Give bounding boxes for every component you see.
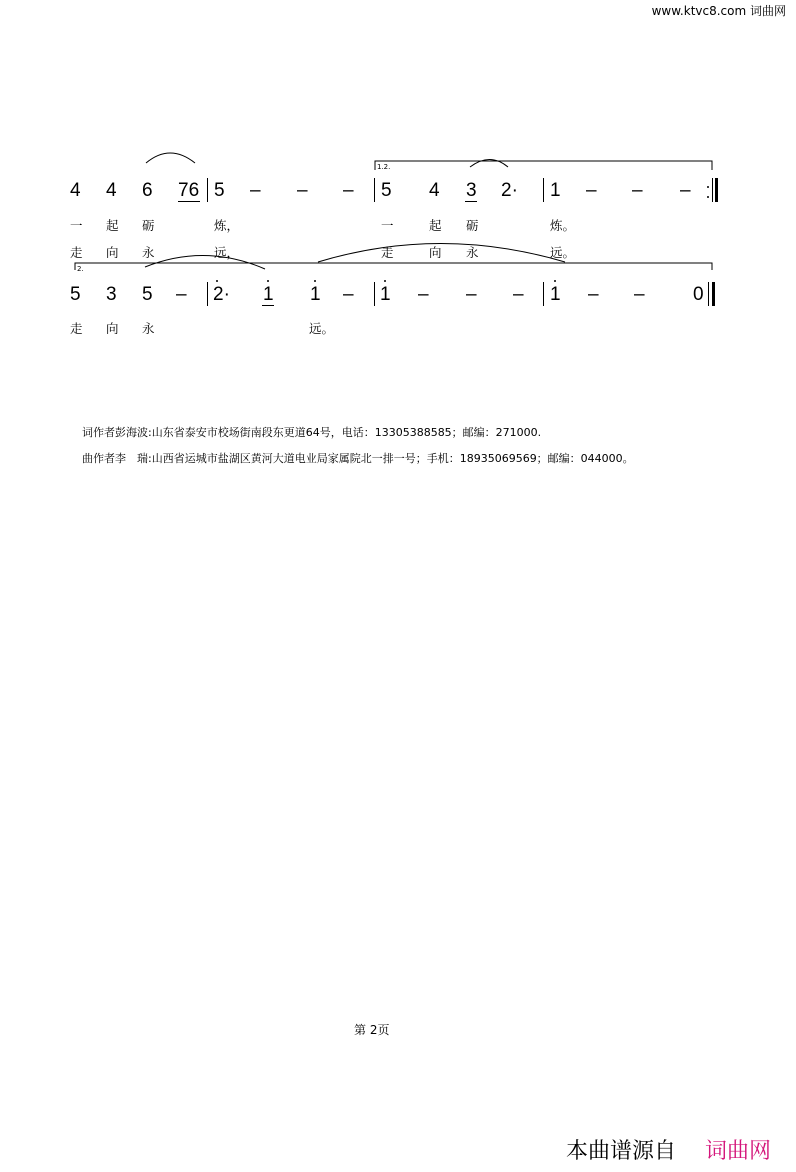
octave-dot: [314, 280, 316, 282]
note: 1: [310, 284, 321, 305]
bar-line: [374, 178, 375, 202]
page-number: 第 2页: [354, 1023, 390, 1037]
note: –: [513, 284, 524, 305]
repeat-dot: [707, 186, 709, 188]
note: 6: [142, 180, 153, 201]
note: –: [586, 180, 597, 201]
lyric: 走: [70, 321, 83, 336]
note: 76: [178, 180, 200, 201]
lyric: 起: [429, 218, 442, 233]
lyric: 一: [381, 218, 394, 233]
repeat-bar-thick: [715, 178, 718, 202]
lyric: 远。: [309, 321, 335, 336]
repeat-bar-thin: [712, 178, 713, 202]
lyric: 炼。: [550, 218, 576, 233]
volta-label: 2.: [77, 265, 84, 273]
lyric: 向: [106, 245, 119, 260]
volta-label: 1.2.: [377, 163, 391, 171]
lyric: 永: [142, 321, 155, 336]
note: –: [418, 284, 429, 305]
repeat-dot: [707, 196, 709, 198]
note: 4: [70, 180, 81, 201]
note: 1: [550, 180, 561, 201]
bar-line: [543, 282, 544, 306]
note: 2·: [213, 284, 230, 305]
lyric: 远，: [214, 245, 240, 260]
bar-line: [207, 282, 208, 306]
end-bar-thick: [712, 282, 715, 306]
note: 5: [70, 284, 81, 305]
composer-credit: 曲作者李 瑞:山西省运城市盐湖区黄河大道电业局家属院北一排一号；手机：18935069569；邮编：044000。: [82, 452, 634, 465]
bar-line: [207, 178, 208, 202]
lyric: 远。: [550, 245, 576, 260]
note: 3: [106, 284, 117, 305]
note: 0: [693, 284, 704, 305]
note: –: [176, 284, 187, 305]
note: –: [632, 180, 643, 201]
brand-link[interactable]: 词曲网: [705, 1139, 772, 1164]
note: 5: [214, 180, 225, 201]
lyric: 走: [70, 245, 83, 260]
lyric: 炼，: [214, 218, 240, 233]
octave-dot: [267, 280, 269, 282]
end-bar-thin: [708, 282, 709, 306]
note: 1: [380, 284, 391, 305]
note: 4: [429, 180, 440, 201]
note: –: [588, 284, 599, 305]
note: –: [680, 180, 691, 201]
bar-line: [543, 178, 544, 202]
lyric: 走: [381, 245, 394, 260]
note-underline: [465, 201, 477, 202]
note: 4: [106, 180, 117, 201]
note: –: [634, 284, 645, 305]
lyric: 一: [70, 218, 83, 233]
octave-dot: [384, 280, 386, 282]
source-text: 本曲谱源自: [566, 1139, 677, 1164]
note: –: [466, 284, 477, 305]
lyric: 砺: [466, 218, 479, 233]
note: –: [343, 284, 354, 305]
lyric: 起: [106, 218, 119, 233]
lyricist-credit: 词作者彭海波:山东省泰安市校场街南段东更道64号，电话：13305388585；邮编：271000.: [82, 426, 542, 439]
note: 2·: [501, 180, 518, 201]
lyric: 砺: [142, 218, 155, 233]
note-underline: [178, 201, 200, 202]
note: 5: [142, 284, 153, 305]
lyric: 永: [466, 245, 479, 260]
note: 5: [381, 180, 392, 201]
octave-dot: [554, 280, 556, 282]
lyric: 向: [106, 321, 119, 336]
note: 1: [550, 284, 561, 305]
site-header: www.ktvc8.com 词曲网: [651, 4, 786, 18]
note-underline: [262, 305, 274, 306]
note: 1: [263, 284, 274, 305]
note: 3: [466, 180, 477, 201]
note: –: [250, 180, 261, 201]
note: –: [297, 180, 308, 201]
octave-dot: [216, 280, 218, 282]
lyric: 向: [429, 245, 442, 260]
note: –: [343, 180, 354, 201]
bar-line: [374, 282, 375, 306]
lyric: 永: [142, 245, 155, 260]
